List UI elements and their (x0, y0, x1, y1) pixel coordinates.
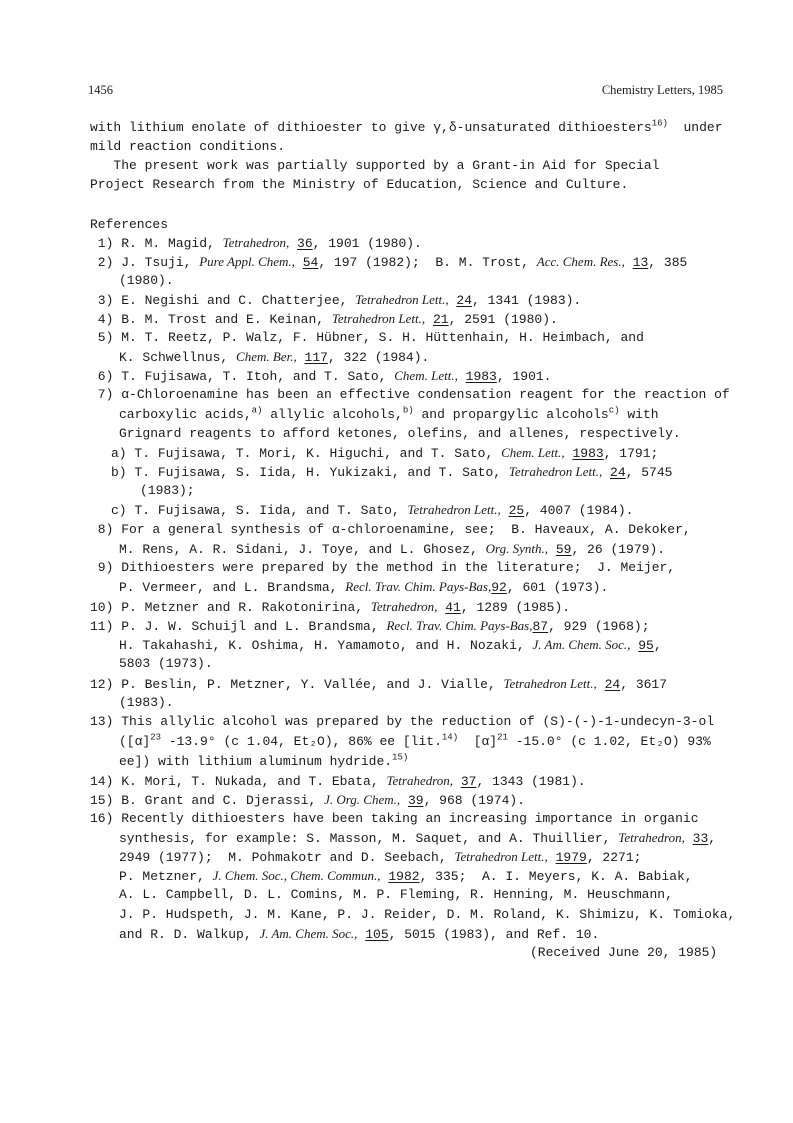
ref-rest: , 929 (1968); (548, 619, 650, 634)
reference-16-cont (119, 850, 641, 864)
journal-name: Tetrahedron, (370, 599, 438, 614)
reference-4 (90, 312, 558, 326)
reference-7a (111, 446, 658, 460)
ref-text: α-Chloroenamine has been an effective condensation reagent for the reaction of (121, 387, 730, 402)
received-date: (Received June 20, 1985) (530, 945, 718, 960)
reference-9-cont (119, 580, 608, 594)
reference-7b-cont: (1983); (140, 483, 195, 498)
reference-16 (90, 812, 699, 825)
ref-text: carboxylic acids, (119, 407, 252, 422)
ref-authors: K. Mori, T. Nukada, and T. Ebata, (121, 774, 387, 789)
journal-header: Chemistry Letters, 1985 (601, 83, 723, 97)
reference-15 (90, 793, 525, 807)
ref-authors: P. Metzner and R. Rakotonirina, (121, 600, 371, 615)
volume: 37 (460, 774, 477, 789)
journal-name: Tetrahedron Lett., (454, 849, 548, 864)
ref-text: with (619, 407, 659, 422)
ref-number: b) (111, 465, 127, 480)
reference-16-cont (119, 831, 716, 845)
volume: 1982 (388, 869, 420, 884)
ref-authors: synthesis, for example: S. Masson, M. Saquet, and A. Thuillier, (119, 831, 619, 846)
ref-text: -13.9° (c 1.04, Et₂O), 86% ee [lit. (161, 734, 442, 749)
body-line: The present work was partially supported by a Grant-in Aid for Special (90, 158, 660, 173)
ref-authors: 2949 (1977); M. Pohmakotr and D. Seebach, (119, 850, 455, 865)
volume: 13 (632, 255, 649, 270)
volume: 105 (365, 927, 389, 942)
ref-rest: , 322 (1984). (327, 350, 430, 365)
journal-name: Recl. Trav. Chim. Pays-Bas, (386, 618, 533, 633)
ref-authors: H. Takahashi, K. Oshima, H. Yamamoto, and H. Nozaki, (119, 638, 533, 653)
ref-rest: , 26 (1979). (571, 542, 666, 557)
reference-3 (90, 293, 581, 307)
ref-rest: , 3617 (620, 677, 668, 692)
ref-rest: , 2271; (586, 850, 642, 865)
volume: 33 (692, 831, 709, 846)
ref-rest: , (653, 638, 662, 653)
ref-authors: K. Schwellnus, (119, 350, 237, 365)
ref-rest: , 2591 (1980). (448, 312, 558, 327)
reference-13 (90, 715, 714, 728)
ref-authors: M. Rens, A. R. Sidani, J. Toye, and L. Ghosez, (119, 542, 486, 557)
ref-text: ee]) with lithium aluminum hydride. (119, 754, 393, 769)
reference-16-cont (119, 869, 693, 883)
ref-authors: R. M. Magid, (121, 236, 223, 251)
journal-name: J. Am. Chem. Soc., (532, 637, 631, 652)
reference-10 (90, 600, 570, 614)
ref-number: 3) (90, 293, 114, 308)
ref-authors: P. Beslin, P. Metzner, Y. Vallée, and J. Vialle, (121, 677, 504, 692)
reference-16-cont (119, 927, 599, 941)
reference-2 (90, 255, 687, 269)
journal-name: Tetrahedron Lett., (331, 311, 426, 326)
volume: 54 (302, 255, 319, 270)
ref-number: 13) (90, 714, 114, 729)
references-heading: References (90, 217, 169, 232)
ref-authors: P. Metzner, (119, 869, 213, 884)
reference-14 (90, 774, 586, 788)
ref-rest: , (708, 831, 717, 846)
ref-number: c) (111, 503, 127, 518)
volume: 95 (638, 638, 654, 653)
ref-number: 7) (90, 387, 114, 402)
journal-name: Acc. Chem. Res., (536, 254, 625, 269)
ref-authors: T. Fujisawa, T. Itoh, and T. Sato, (121, 369, 395, 384)
body-text: under (667, 120, 723, 135)
ref-number: 2) (90, 255, 114, 270)
page-number: 1456 (88, 83, 113, 97)
ref-authors: T. Fujisawa, S. Iida, and T. Sato, (134, 503, 408, 518)
volume: 25 (508, 503, 525, 518)
ref-number: 5) (90, 330, 114, 345)
volume: 1983 (465, 369, 497, 384)
citation-superscript: 16) (651, 118, 668, 129)
reference-7b (111, 465, 672, 479)
ref-authors: T. Fujisawa, S. Iida, H. Yukizaki, and T. Sato, (134, 465, 509, 480)
ref-number: 9) (90, 560, 114, 575)
ref-text: This allylic alcohol was prepared by the reduction of (S)-(-)-1-undecyn-3-ol (121, 714, 715, 729)
ref-rest: , 1901 (1980). (312, 236, 422, 251)
journal-name: Tetrahedron Lett., (355, 292, 449, 307)
citation-superscript: 15) (392, 752, 409, 763)
reference-8 (90, 523, 691, 536)
reference-8-cont (119, 542, 665, 556)
ref-text: and propargylic alcohols (413, 407, 609, 422)
volume: 36 (297, 236, 313, 251)
ref-rest: , 197 (1982); B. M. Trost, (318, 255, 537, 270)
ref-number: 15) (90, 793, 114, 808)
citation-superscript: c) (608, 405, 620, 416)
ref-number: 6) (90, 369, 114, 384)
citation-superscript: b) (402, 405, 414, 416)
journal-name: Chem. Ber., (236, 349, 297, 364)
volume: 24 (610, 465, 626, 480)
reference-7c (111, 503, 633, 517)
reference-16-cont: A. L. Campbell, D. L. Comins, M. P. Fleming, R. Henning, M. Heuschmann, (119, 887, 673, 902)
volume: 21 (432, 312, 449, 327)
reference-7-cont: Grignard reagents to afford ketones, olefins, and allenes, respectively. (119, 426, 681, 441)
ref-text: ([α] (119, 734, 151, 749)
ref-authors: B. Grant and C. Djerassi, (121, 793, 325, 808)
ref-text: [α] (458, 734, 498, 749)
ref-authors: T. Fujisawa, T. Mori, K. Higuchi, and T. Sato, (134, 446, 502, 461)
reference-7 (90, 388, 730, 401)
ref-rest: , 1289 (1985). (460, 600, 571, 615)
reference-11 (90, 619, 650, 633)
volume: 41 (445, 600, 461, 615)
volume: 1979 (555, 850, 587, 865)
body-line: Project Research from the Ministry of Education, Science and Culture. (90, 177, 629, 192)
ref-number: 14) (90, 774, 114, 789)
ref-rest: , 5015 (1983), and Ref. 10. (388, 927, 600, 942)
reference-9 (90, 561, 675, 574)
ref-authors: J. Tsuji, (121, 255, 200, 270)
volume: 59 (555, 542, 572, 557)
journal-name: J. Chem. Soc., Chem. Commun., (212, 868, 381, 883)
ref-number: 12) (90, 677, 114, 692)
journal-name: J. Org. Chem., (324, 792, 401, 807)
journal-name: Recl. Trav. Chim. Pays-Bas, (345, 579, 492, 594)
ref-authors: M. T. Reetz, P. Walz, F. Hübner, S. H. Hüttenhain, H. Heimbach, and (121, 330, 644, 345)
ref-text: Dithioesters were prepared by the method in the literature; J. Meijer, (121, 560, 676, 575)
ref-rest: , 968 (1974). (423, 793, 525, 808)
ref-rest: , 4007 (1984). (524, 503, 634, 518)
journal-name: J. Am. Chem. Soc., (259, 926, 358, 941)
reference-2-cont: (1980). (119, 273, 174, 288)
ref-rest: , 5745 (625, 465, 673, 480)
journal-name: Pure Appl. Chem., (199, 254, 295, 269)
reference-1 (90, 236, 422, 250)
volume: 92 (491, 580, 507, 595)
body-line: mild reaction conditions. (90, 139, 286, 154)
ref-text: -15.0° (c 1.02, Et₂O) 93% (507, 734, 711, 749)
reference-5 (90, 331, 644, 344)
rotation-temperature: 21 (497, 732, 508, 743)
ref-number: a) (111, 446, 127, 461)
reference-11-cont: 5803 (1973). (119, 656, 213, 671)
body-text: with lithium enolate of dithioester to give γ,δ-unsaturated dithioesters (90, 120, 652, 135)
ref-number: 8) (90, 522, 114, 537)
ref-number: 1) (90, 236, 114, 251)
reference-7-cont (119, 405, 659, 422)
ref-text: Recently dithioesters have been taking an increasing importance in organic (121, 811, 699, 826)
reference-5-cont (119, 350, 429, 364)
journal-name: Tetrahedron, (618, 830, 685, 845)
ref-rest: , 1343 (1981). (476, 774, 586, 789)
body-line (90, 118, 723, 135)
journal-name: Tetrahedron Lett., (503, 676, 597, 691)
ref-number: 16) (90, 811, 114, 826)
volume: 1983 (572, 446, 604, 461)
ref-authors: P. Vermeer, and L. Brandsma, (119, 580, 346, 595)
volume: 24 (604, 677, 621, 692)
journal-name: Chem. Lett., (394, 368, 458, 383)
journal-name: Tetrahedron Lett., (407, 502, 501, 517)
rotation-temperature: 23 (150, 732, 162, 743)
ref-rest: , 1901. (496, 369, 552, 384)
ref-rest: , 601 (1973). (506, 580, 609, 595)
ref-text: allylic alcohols, (262, 407, 403, 422)
volume: 87 (532, 619, 549, 634)
volume: 24 (456, 293, 472, 308)
journal-name: Chem. Lett., (501, 445, 565, 460)
journal-name: Tetrahedron, (386, 773, 454, 788)
ref-authors: P. J. W. Schuijl and L. Brandsma, (121, 619, 387, 634)
ref-number: 11) (90, 619, 114, 634)
ref-text: For a general synthesis of α-chloroenamine, see; B. Haveaux, A. Dekoker, (121, 522, 691, 537)
ref-rest: , 1341 (1983). (472, 293, 582, 308)
citation-superscript: a) (251, 405, 263, 416)
ref-number: 4) (90, 312, 114, 327)
reference-13-cont (119, 732, 711, 749)
reference-12-cont: (1983). (119, 695, 174, 710)
ref-rest: , 385 (648, 255, 688, 270)
reference-6 (90, 369, 551, 383)
reference-11-cont (119, 638, 662, 652)
ref-rest: , 1791; (603, 446, 659, 461)
volume: 117 (304, 350, 328, 365)
ref-number: 10) (90, 600, 114, 615)
ref-authors: and R. D. Walkup, (119, 927, 260, 942)
reference-16-cont: J. P. Hudspeth, J. M. Kane, P. J. Reider, D. M. Roland, K. Shimizu, K. Tomioka, (119, 907, 736, 922)
ref-rest: , 335; A. I. Meyers, K. A. Babiak, (419, 869, 693, 884)
reference-12 (90, 677, 667, 691)
volume: 39 (407, 793, 424, 808)
journal-name: Org. Synth., (485, 541, 549, 556)
ref-authors: E. Negishi and C. Chatterjee, (121, 293, 356, 308)
citation-superscript: 14) (441, 732, 459, 743)
journal-name: Tetrahedron Lett., (508, 464, 603, 479)
ref-authors: B. M. Trost and E. Keinan, (121, 312, 332, 327)
journal-name: Tetrahedron, (222, 235, 290, 250)
reference-13-cont (119, 752, 409, 769)
